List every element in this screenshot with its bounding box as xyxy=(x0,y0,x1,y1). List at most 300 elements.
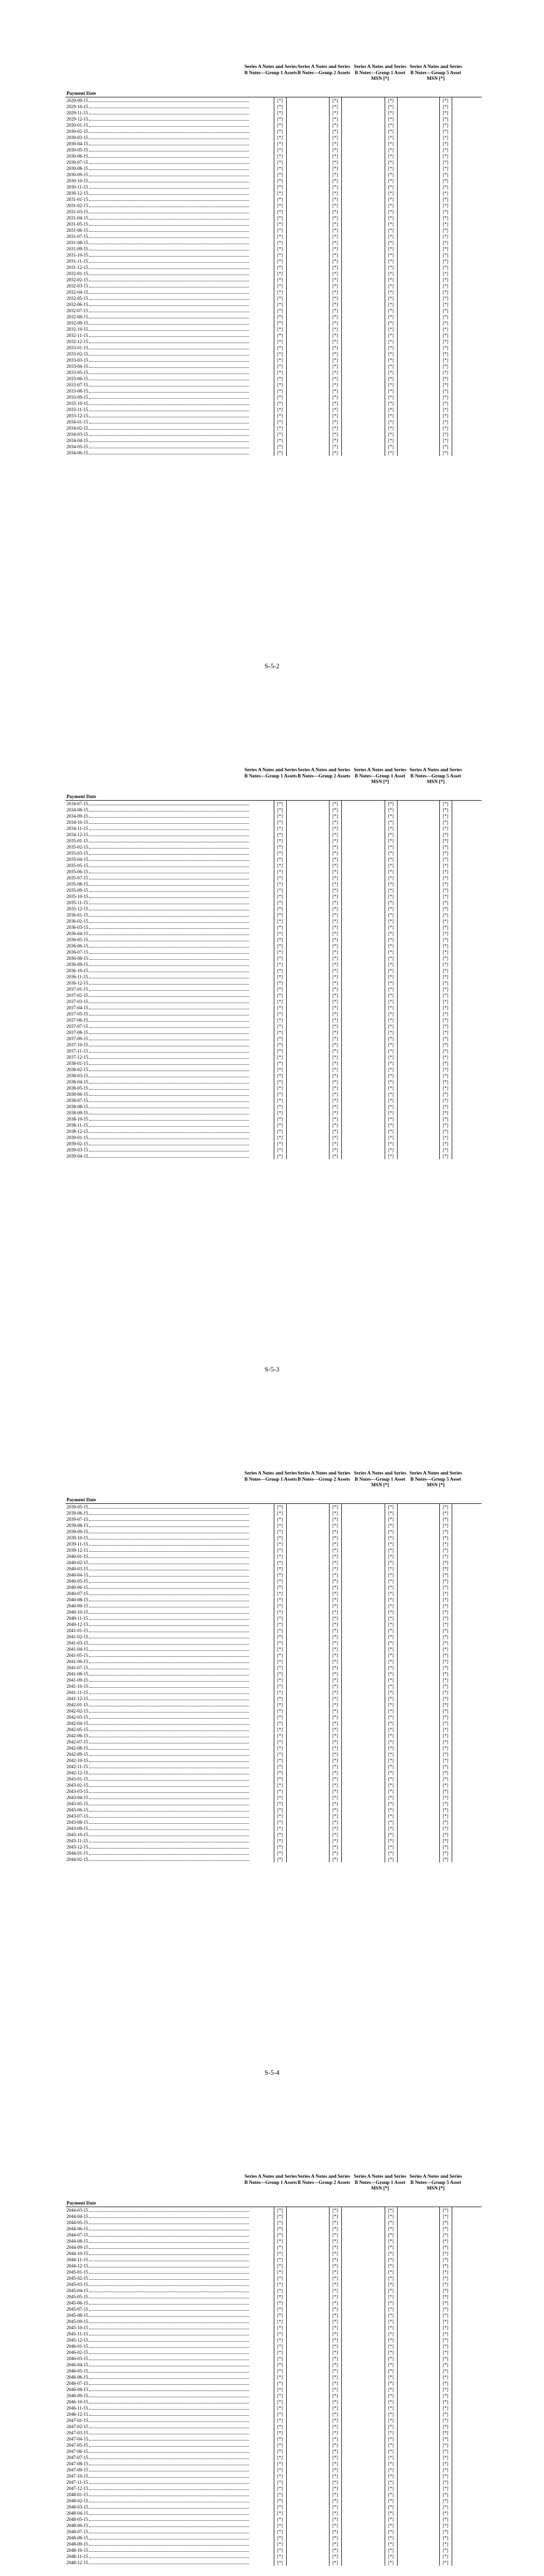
amount-cell: [*] xyxy=(388,2245,394,2250)
amount-cell: [*] xyxy=(388,851,394,856)
amount-cell: [*] xyxy=(442,1690,449,1695)
payment-date: 2031-05-15 xyxy=(67,222,88,227)
payment-date: 2039-10-15 xyxy=(67,1535,88,1540)
amount-cell: [*] xyxy=(388,407,394,412)
amount-cell: [*] xyxy=(388,1832,394,1837)
dot-leader xyxy=(89,188,249,189)
amount-cell: [*] xyxy=(277,1141,283,1146)
amount-cell: [*] xyxy=(277,1745,283,1751)
amount-cell: [*] xyxy=(442,370,449,375)
amount-cell: [*] xyxy=(277,2461,283,2466)
amount-cell: [*] xyxy=(388,838,394,843)
dot-leader xyxy=(89,1064,249,1065)
payment-date: 2036-06-15 xyxy=(67,943,88,948)
amount-cell: [*] xyxy=(332,2449,338,2454)
payment-date: 2045-07-15 xyxy=(67,2307,88,2312)
payment-date: 2038-11-15 xyxy=(67,1123,88,1128)
amount-cell: [*] xyxy=(277,2344,283,2349)
amount-cell: [*] xyxy=(277,2325,283,2330)
dot-leader xyxy=(89,2483,249,2484)
dot-leader xyxy=(89,1120,249,1121)
payment-date: 2041-05-15 xyxy=(67,1653,88,1658)
payment-date: 2047-06-15 xyxy=(67,2449,88,2454)
amount-cell: [*] xyxy=(442,2511,449,2516)
payment-date: 2043-03-15 xyxy=(67,1789,88,1794)
amount-cell: [*] xyxy=(277,283,283,289)
amount-cell: [*] xyxy=(277,1147,283,1153)
payment-date: 2032-01-15 xyxy=(67,271,88,276)
payment-date: 2036-05-15 xyxy=(67,937,88,942)
payment-date: 2030-02-15 xyxy=(67,129,88,134)
payment-date: 2045-10-15 xyxy=(67,2325,88,2330)
amount-cell: [*] xyxy=(332,2220,338,2225)
amount-cell: [*] xyxy=(388,1603,394,1608)
amount-cell: [*] xyxy=(332,1745,338,1751)
amount-cell: [*] xyxy=(388,191,394,196)
amount-cell: [*] xyxy=(388,1566,394,1571)
payment-date: 2044-10-15 xyxy=(67,2251,88,2256)
amount-cell: [*] xyxy=(442,894,449,899)
amount-cell: [*] xyxy=(332,943,338,948)
amount-cell: [*] xyxy=(277,1814,283,1819)
payment-date: 2043-12-15 xyxy=(67,1844,88,1850)
payment-date: 2038-05-15 xyxy=(67,1086,88,1091)
payment-date: 2048-02-15 xyxy=(67,2498,88,2503)
amount-cell: [*] xyxy=(388,2387,394,2392)
table-header xyxy=(65,1471,482,1504)
amount-cell: [*] xyxy=(332,358,338,363)
payment-date: 2030-12-15 xyxy=(67,191,88,196)
amount-cell: [*] xyxy=(388,252,394,258)
amount-cell: [*] xyxy=(442,2480,449,2485)
amount-cell: [*] xyxy=(277,1733,283,1738)
amount-cell: [*] xyxy=(277,1640,283,1646)
amount-cell: [*] xyxy=(442,2331,449,2336)
amount-cell: [*] xyxy=(332,2226,338,2231)
amount-cell: [*] xyxy=(388,1801,394,1806)
dot-leader xyxy=(89,854,249,855)
amount-cell: [*] xyxy=(332,2424,338,2429)
dot-leader xyxy=(89,1520,249,1521)
amount-cell: [*] xyxy=(388,2424,394,2429)
amount-cell: [*] xyxy=(388,882,394,887)
payment-date: 2036-12-15 xyxy=(67,980,88,986)
amount-cell: [*] xyxy=(277,376,283,381)
payment-date: 2039-01-15 xyxy=(67,1135,88,1140)
amount-cell: [*] xyxy=(277,2418,283,2423)
amount-cell: [*] xyxy=(388,141,394,146)
amount-cell: [*] xyxy=(388,826,394,831)
amount-cell: [*] xyxy=(388,302,394,307)
amount-cell: [*] xyxy=(277,419,283,425)
payment-date: 2040-10-15 xyxy=(67,1609,88,1615)
amount-cell: [*] xyxy=(442,1752,449,1757)
payment-date: 2043-11-15 xyxy=(67,1838,88,1843)
dot-leader xyxy=(89,1823,249,1824)
amount-cell: [*] xyxy=(388,1541,394,1547)
amount-cell: [*] xyxy=(388,2548,394,2553)
amount-cell: [*] xyxy=(332,1018,338,1023)
amount-cell: [*] xyxy=(388,2337,394,2343)
dot-leader xyxy=(89,2341,249,2342)
amount-cell: [*] xyxy=(277,172,283,177)
payment-date: 2042-07-15 xyxy=(67,1739,88,1744)
payment-date: 2046-03-15 xyxy=(67,2356,88,2361)
payment-date: 2036-11-15 xyxy=(67,974,88,979)
dot-leader xyxy=(89,2508,249,2509)
amount-cell: [*] xyxy=(332,228,338,233)
payment-date: 2048-11-15 xyxy=(67,2554,88,2559)
amount-cell: [*] xyxy=(332,277,338,282)
amount-cell: [*] xyxy=(388,857,394,862)
amount-cell: [*] xyxy=(332,1073,338,1078)
dot-leader xyxy=(89,2557,249,2558)
amount-cell: [*] xyxy=(277,1055,283,1060)
amount-cell: [*] xyxy=(277,1665,283,1670)
amount-cell: [*] xyxy=(442,1572,449,1578)
payment-date: 2030-10-15 xyxy=(67,178,88,183)
amount-cell: [*] xyxy=(442,1042,449,1047)
amount-cell: [*] xyxy=(332,1708,338,1714)
amount-cell: [*] xyxy=(277,1776,283,1782)
dot-leader xyxy=(89,1687,249,1688)
amount-cell: [*] xyxy=(277,154,283,159)
amount-cell: [*] xyxy=(388,259,394,264)
payment-date: 2041-09-15 xyxy=(67,1677,88,1683)
amount-cell: [*] xyxy=(388,116,394,122)
amount-cell: [*] xyxy=(442,2239,449,2244)
dot-leader xyxy=(89,965,249,966)
amount-cell: [*] xyxy=(277,814,283,819)
amount-cell: [*] xyxy=(332,2269,338,2275)
amount-cell: [*] xyxy=(332,999,338,1004)
schedule-page xyxy=(0,2110,544,2576)
amount-cell: [*] xyxy=(442,419,449,425)
amount-cell: [*] xyxy=(388,166,394,171)
payment-date: 2044-11-15 xyxy=(67,2257,88,2262)
amount-cell: [*] xyxy=(332,1523,338,1528)
payment-date: 2040-03-15 xyxy=(67,1566,88,1571)
payment-date: 2044-09-15 xyxy=(67,2245,88,2250)
payment-date: 2029-11-15 xyxy=(67,110,88,115)
amount-cell: [*] xyxy=(388,1807,394,1812)
amount-cell: [*] xyxy=(332,1857,338,1862)
amount-cell: [*] xyxy=(277,2368,283,2374)
amount-cell: [*] xyxy=(388,197,394,202)
payment-date: 2043-10-15 xyxy=(67,1832,88,1837)
amount-cell: [*] xyxy=(277,844,283,850)
amount-cell: [*] xyxy=(277,228,283,233)
payment-date: 2047-08-15 xyxy=(67,2461,88,2466)
amount-cell: [*] xyxy=(277,1535,283,1540)
amount-cell: [*] xyxy=(442,900,449,905)
amount-cell: [*] xyxy=(277,1647,283,1652)
payment-date: 2031-02-15 xyxy=(67,203,88,208)
dot-leader xyxy=(89,163,249,164)
amount-cell: [*] xyxy=(388,228,394,233)
amount-cell: [*] xyxy=(277,110,283,115)
amount-cell: [*] xyxy=(332,1535,338,1540)
amount-cell: [*] xyxy=(332,1011,338,1016)
amount-cell: [*] xyxy=(332,259,338,264)
payment-date: 2048-10-15 xyxy=(67,2548,88,2553)
amount-cell: [*] xyxy=(277,2245,283,2250)
amount-cell: [*] xyxy=(388,2498,394,2503)
amount-cell: [*] xyxy=(442,999,449,1004)
payment-date: 2045-05-15 xyxy=(67,2294,88,2299)
amount-cell: [*] xyxy=(277,240,283,245)
amount-cell: [*] xyxy=(277,252,283,258)
amount-cell: [*] xyxy=(388,2467,394,2472)
amount-cell: [*] xyxy=(388,1727,394,1732)
payment-date: 2033-05-15 xyxy=(67,370,88,375)
amount-cell: [*] xyxy=(442,426,449,431)
amount-cell: [*] xyxy=(442,2269,449,2275)
amount-cell: [*] xyxy=(388,388,394,394)
amount-cell: [*] xyxy=(332,2461,338,2466)
column-header: Series A Notes and Series B Notes—Group 1 Assets xyxy=(244,1471,297,1482)
payment-date: 2044-01-15 xyxy=(67,1851,88,1856)
amount-cell: [*] xyxy=(332,1733,338,1738)
amount-cell: [*] xyxy=(332,444,338,449)
amount-cell: [*] xyxy=(277,2214,283,2219)
amount-cell: [*] xyxy=(332,2387,338,2392)
amount-cell: [*] xyxy=(332,166,338,171)
payment-date: 2040-01-15 xyxy=(67,1554,88,1559)
amount-cell: [*] xyxy=(442,172,449,177)
amount-cell: [*] xyxy=(442,2535,449,2540)
amount-cell: [*] xyxy=(332,826,338,831)
amount-cell: [*] xyxy=(277,116,283,122)
amount-cell: [*] xyxy=(332,1129,338,1134)
payment-date: 2031-11-15 xyxy=(67,259,88,264)
amount-cell: [*] xyxy=(442,2251,449,2256)
amount-cell: [*] xyxy=(277,1067,283,1072)
payment-date: 2041-02-15 xyxy=(67,1634,88,1639)
payment-date: 2040-05-15 xyxy=(67,1579,88,1584)
amount-cell: [*] xyxy=(277,209,283,214)
amount-cell: [*] xyxy=(442,2344,449,2349)
amount-cell: [*] xyxy=(332,1055,338,1060)
payment-date: 2037-09-15 xyxy=(67,1036,88,1041)
amount-cell: [*] xyxy=(277,1677,283,1683)
dot-leader xyxy=(89,1582,249,1583)
amount-cell: [*] xyxy=(332,894,338,899)
dot-leader xyxy=(89,823,249,824)
amount-cell: [*] xyxy=(388,147,394,152)
amount-cell: [*] xyxy=(442,166,449,171)
amount-cell: [*] xyxy=(332,401,338,406)
amount-cell: [*] xyxy=(277,401,283,406)
amount-cell: [*] xyxy=(442,1647,449,1652)
amount-cell: [*] xyxy=(277,2208,283,2213)
amount-cell: [*] xyxy=(388,2214,394,2219)
amount-cell: [*] xyxy=(277,2430,283,2435)
amount-cell: [*] xyxy=(388,1092,394,1097)
amount-cell: [*] xyxy=(442,240,449,245)
amount-cell: [*] xyxy=(277,2405,283,2411)
payment-date: 2040-11-15 xyxy=(67,1616,88,1621)
amount-cell: [*] xyxy=(388,290,394,295)
amount-cell: [*] xyxy=(332,234,338,239)
amount-cell: [*] xyxy=(442,283,449,289)
payment-date: 2040-08-15 xyxy=(67,1597,88,1602)
amount-cell: [*] xyxy=(277,993,283,998)
amount-cell: [*] xyxy=(442,844,449,850)
payment-date: 2043-05-15 xyxy=(67,1801,88,1806)
dot-leader xyxy=(89,126,249,127)
dot-leader xyxy=(89,392,249,393)
amount-cell: [*] xyxy=(442,1548,449,1553)
payment-date: 2042-11-15 xyxy=(67,1764,88,1769)
dot-leader xyxy=(89,1718,249,1719)
column-rule xyxy=(439,801,440,1159)
amount-cell: [*] xyxy=(332,869,338,874)
amount-cell: [*] xyxy=(332,413,338,418)
amount-cell: [*] xyxy=(277,215,283,221)
amount-cell: [*] xyxy=(442,129,449,134)
amount-cell: [*] xyxy=(442,327,449,332)
payment-date: 2048-06-15 xyxy=(67,2523,88,2528)
column-rule xyxy=(341,1504,342,1862)
amount-cell: [*] xyxy=(442,2461,449,2466)
dot-leader xyxy=(89,984,249,985)
dot-leader xyxy=(89,922,249,923)
dot-leader xyxy=(89,2489,249,2490)
amount-cell: [*] xyxy=(442,1585,449,1590)
amount-cell: [*] xyxy=(277,1702,283,1707)
amount-cell: [*] xyxy=(277,358,283,363)
amount-cell: [*] xyxy=(388,2362,394,2367)
payment-date: 2044-12-15 xyxy=(67,2263,88,2268)
dot-leader xyxy=(89,1780,249,1781)
amount-cell: [*] xyxy=(277,450,283,455)
amount-cell: [*] xyxy=(388,1826,394,1831)
dot-leader xyxy=(89,336,249,337)
amount-cell: [*] xyxy=(388,296,394,301)
amount-cell: [*] xyxy=(332,2313,338,2318)
amount-cell: [*] xyxy=(277,1104,283,1109)
amount-cell: [*] xyxy=(277,820,283,825)
dot-leader xyxy=(89,1625,249,1626)
payment-date: 2034-03-15 xyxy=(67,432,88,437)
amount-cell: [*] xyxy=(332,191,338,196)
amount-cell: [*] xyxy=(332,801,338,806)
payment-date: 2033-04-15 xyxy=(67,364,88,369)
amount-cell: [*] xyxy=(388,1690,394,1695)
payment-date: 2043-06-15 xyxy=(67,1807,88,1812)
amount-cell: [*] xyxy=(442,925,449,930)
dot-leader xyxy=(89,157,249,158)
dot-leader xyxy=(89,1101,249,1102)
amount-cell: [*] xyxy=(277,178,283,183)
amount-cell: [*] xyxy=(388,1708,394,1714)
column-rule xyxy=(286,2207,287,2566)
amount-cell: [*] xyxy=(332,2294,338,2299)
payment-date: 2036-03-15 xyxy=(67,925,88,930)
amount-cell: [*] xyxy=(388,401,394,406)
amount-cell: [*] xyxy=(442,191,449,196)
amount-cell: [*] xyxy=(388,2344,394,2349)
amount-cell: [*] xyxy=(332,2492,338,2497)
amount-cell: [*] xyxy=(388,950,394,955)
amount-cell: [*] xyxy=(332,2443,338,2448)
payment-date: 2031-10-15 xyxy=(67,252,88,258)
payment-date: 2033-12-15 xyxy=(67,413,88,418)
amount-cell: [*] xyxy=(388,1135,394,1140)
amount-cell: [*] xyxy=(277,407,283,412)
amount-cell: [*] xyxy=(388,1770,394,1775)
amount-cell: [*] xyxy=(332,1814,338,1819)
amount-cell: [*] xyxy=(442,807,449,812)
amount-cell: [*] xyxy=(277,413,283,418)
amount-cell: [*] xyxy=(442,1776,449,1782)
amount-cell: [*] xyxy=(442,382,449,387)
amount-cell: [*] xyxy=(332,432,338,437)
amount-cell: [*] xyxy=(388,2300,394,2306)
amount-cell: [*] xyxy=(442,110,449,115)
amount-cell: [*] xyxy=(332,900,338,905)
amount-cell: [*] xyxy=(277,1696,283,1701)
amount-cell: [*] xyxy=(277,1708,283,1714)
payment-date: 2030-03-15 xyxy=(67,135,88,140)
amount-cell: [*] xyxy=(442,215,449,221)
payment-date: 2035-11-15 xyxy=(67,900,88,905)
amount-cell: [*] xyxy=(277,2375,283,2380)
amount-cell: [*] xyxy=(388,314,394,319)
amount-cell: [*] xyxy=(277,1851,283,1856)
column-header: Series A Notes and Series B Notes—Group 2 Assets xyxy=(298,64,350,76)
amount-cell: [*] xyxy=(388,209,394,214)
payment-date: 2041-11-15 xyxy=(67,1690,88,1695)
payment-date: 2037-06-15 xyxy=(67,1018,88,1023)
payment-date: 2035-04-15 xyxy=(67,857,88,862)
amount-cell: [*] xyxy=(388,1616,394,1621)
amount-cell: [*] xyxy=(277,1690,283,1695)
column-rule xyxy=(286,801,287,1159)
amount-cell: [*] xyxy=(332,2412,338,2417)
amount-cell: [*] xyxy=(332,1572,338,1578)
amount-cell: [*] xyxy=(442,413,449,418)
amount-cell: [*] xyxy=(277,1752,283,1757)
payment-date: 2046-07-15 xyxy=(67,2381,88,2386)
amount-cell: [*] xyxy=(442,2523,449,2528)
amount-cell: [*] xyxy=(388,832,394,837)
amount-cell: [*] xyxy=(332,135,338,140)
amount-cell: [*] xyxy=(277,2307,283,2312)
amount-cell: [*] xyxy=(332,1579,338,1584)
amount-cell: [*] xyxy=(442,1640,449,1646)
amount-cell: [*] xyxy=(442,2548,449,2553)
amount-cell: [*] xyxy=(277,1154,283,1159)
amount-cell: [*] xyxy=(332,2523,338,2528)
amount-cell: [*] xyxy=(332,2504,338,2510)
amount-cell: [*] xyxy=(332,993,338,998)
amount-cell: [*] xyxy=(442,869,449,874)
amount-cell: [*] xyxy=(332,1504,338,1510)
amount-cell: [*] xyxy=(332,2214,338,2219)
page-number: S-5-2 xyxy=(265,662,279,670)
payment-date: 2038-08-15 xyxy=(67,1104,88,1109)
amount-cell: [*] xyxy=(442,234,449,239)
amount-cell: [*] xyxy=(388,1036,394,1041)
column-header: Series A Notes and Series B Notes—Group 1 Asset MSN [*] xyxy=(354,1471,406,1488)
amount-cell: [*] xyxy=(388,382,394,387)
amount-cell: [*] xyxy=(277,1024,283,1029)
amount-cell: [*] xyxy=(442,1517,449,1522)
amount-cell: [*] xyxy=(388,308,394,313)
amount-cell: [*] xyxy=(277,900,283,905)
